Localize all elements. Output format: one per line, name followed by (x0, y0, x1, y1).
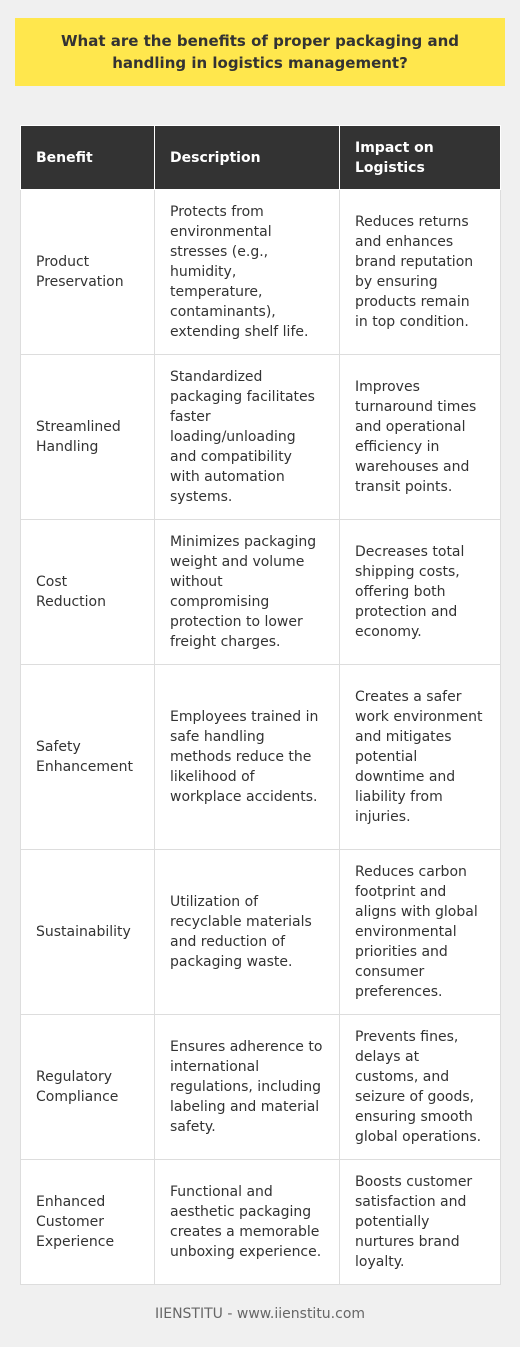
description-cell: Minimizes packaging weight and volume without compromising protection to lower freight charges. (155, 520, 340, 665)
table-row (21, 850, 501, 1015)
impact-cell: Decreases total shipping costs, offering both protection and economy. (340, 520, 501, 665)
impact-cell: Reduces returns and enhances brand reputation by ensuring products remain in top condition. (340, 190, 501, 355)
title-banner (15, 18, 505, 86)
impact-cell: Improves turnaround times and operational efficiency in warehouses and transit points. (340, 355, 501, 520)
description-cell: Ensures adherence to international regulations, including labeling and material safety. (155, 1015, 340, 1160)
footer-credit: IIENSTITU - www.iienstitu.com (154, 1306, 366, 1322)
impact-cell: Boosts customer satisfaction and potentially nurtures brand loyalty. (340, 1160, 501, 1285)
header-benefit: Benefit (21, 126, 155, 190)
header-impact: Impact on Logistics (340, 126, 501, 190)
table-row (21, 665, 501, 850)
table-header-row (21, 126, 501, 190)
benefit-cell: Enhanced Customer Experience (21, 1160, 155, 1285)
table-row (21, 355, 501, 520)
description-cell: Employees trained in safe handling methods reduce the likelihood of workplace accidents. (155, 665, 340, 850)
impact-cell: Prevents fines, delays at customs, and seizure of goods, ensuring smooth global operations. (340, 1015, 501, 1160)
description-cell: Standardized packaging facilitates faster loading/unloading and compatibility with automation systems. (155, 355, 340, 520)
benefit-cell: Regulatory Compliance (21, 1015, 155, 1160)
benefit-cell: Streamlined Handling (21, 355, 155, 520)
benefit-cell: Sustainability (21, 850, 155, 1015)
benefit-cell: Safety Enhancement (21, 665, 155, 850)
benefit-cell: Product Preservation (21, 190, 155, 355)
page-title: What are the benefits of proper packaging and handling in logistics management? (60, 32, 460, 72)
impact-cell: Creates a safer work environment and mitigates potential downtime and liability from injuries. (340, 665, 501, 850)
table-row (21, 1015, 501, 1160)
header-description: Description (155, 126, 340, 190)
table-row (21, 1160, 501, 1285)
impact-cell: Reduces carbon footprint and aligns with global environmental priorities and consumer preferences. (340, 850, 501, 1015)
table-row (21, 520, 501, 665)
description-cell: Utilization of recyclable materials and reduction of packaging waste. (155, 850, 340, 1015)
description-cell: Functional and aesthetic packaging creates a memorable unboxing experience. (155, 1160, 340, 1285)
description-cell: Protects from environmental stresses (e.g., humidity, temperature, contaminants), extending shelf life. (155, 190, 340, 355)
benefit-cell: Cost Reduction (21, 520, 155, 665)
table-row (21, 190, 501, 355)
benefits-table (20, 125, 501, 1285)
